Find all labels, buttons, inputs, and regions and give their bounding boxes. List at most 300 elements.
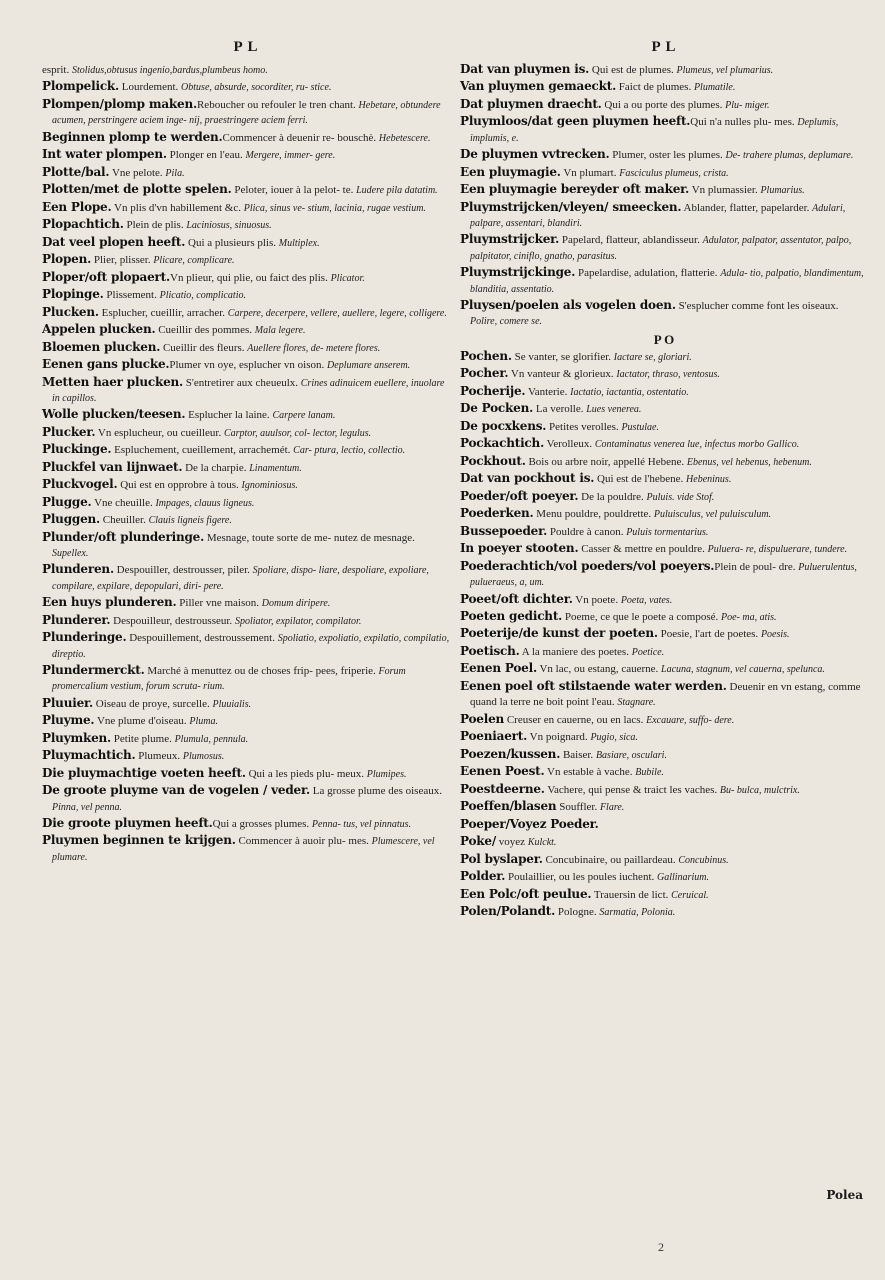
latin-gloss: Pustulae. (621, 421, 659, 433)
french-gloss: Vn vanteur & glorieux. (508, 368, 617, 381)
headword: Een pluymagie. (460, 164, 561, 179)
left-entries (42, 62, 450, 865)
latin-gloss: Contaminatus venerea lue, infectus morbo Gallico. (594, 439, 800, 451)
dictionary-entry (42, 630, 450, 662)
headword: Poeffen/blasen (460, 799, 557, 814)
latin-gloss: Deplumare anserem. (327, 360, 411, 372)
headword: Pol byslaper. (460, 851, 543, 866)
headword: Een pluymagie bereyder oft maker. (460, 182, 690, 197)
dictionary-entry (460, 904, 868, 920)
french-gloss: Souffler. (556, 801, 600, 814)
dictionary-entry (42, 287, 450, 303)
headword: Plucker. (42, 424, 96, 439)
headword: In poeyer stooten. (460, 541, 579, 556)
dictionary-entry (460, 436, 868, 452)
dictionary-entry (42, 182, 450, 198)
latin-gloss: Spoliatio, expoliatio, expilatio, compilatio, direptio. (52, 633, 450, 660)
latin-gloss: Poe- ma, atis. (721, 612, 777, 623)
headword: De Pocken. (460, 401, 534, 416)
latin-gloss: Penna- tus, vel pinnatus. (311, 819, 412, 830)
headword: Poederachtich/vol poeders/vol poeyers. (460, 558, 715, 573)
french-gloss: S'esplucher comme font les oiseaux. (675, 300, 839, 313)
dictionary-entry (460, 349, 868, 365)
dictionary-entry (460, 384, 868, 400)
latin-gloss: Domum diripere. (261, 598, 331, 610)
french-gloss: Vn esplucheur, ou cueilleur. (95, 426, 224, 439)
latin-gloss: Plicatio, complicatio. (159, 290, 246, 302)
french-gloss: Creuser en cauerne, ou en lacs. (504, 713, 647, 726)
dictionary-entry (460, 679, 868, 711)
headword: Pocherije. (460, 383, 526, 398)
french-gloss: Mesnage, toute sorte de me- nutez de mesnage. (204, 531, 415, 544)
dictionary-entry (460, 524, 868, 540)
dictionary-entry (460, 182, 868, 198)
latin-gloss: Gallinarium. (657, 872, 709, 884)
dictionary-entry (42, 816, 450, 832)
dictionary-entry (42, 595, 450, 611)
french-gloss: De la charpie. (182, 461, 250, 474)
latin-gloss: Stolidus,obtusus ingenio,bardus,plumbeus homo. (71, 65, 268, 76)
latin-gloss: Pugio, sica. (590, 732, 638, 744)
french-gloss: Vne pelote. (109, 166, 166, 179)
latin-gloss: Plicator. (330, 272, 365, 284)
latin-gloss: Excauare, suffo- dere. (646, 714, 735, 726)
headword: Pluckinge. (42, 442, 112, 457)
french-gloss: Vn plis d'vn habillement &c. (111, 201, 244, 214)
french-gloss: Despouiller, destrousser, piler. (113, 564, 253, 577)
headword: Pluyme. (42, 713, 95, 728)
dictionary-entry (42, 477, 450, 493)
dictionary-entry (460, 799, 868, 815)
latin-gloss: Puluis. vide Stof. (646, 491, 715, 503)
french-gloss: Qui n'a nulles plu- mes. (690, 116, 798, 129)
headword: Poeder/oft poeyer. (460, 488, 579, 503)
french-gloss: Plier, plisser. (91, 254, 154, 267)
headword: Poetisch. (460, 643, 520, 658)
dictionary-entry (42, 713, 450, 729)
dictionary-entry (42, 530, 450, 562)
page-number: 2 (658, 1240, 664, 1254)
headword: Plunderer. (42, 612, 111, 627)
headword: Die groote pluymen heeft. (42, 816, 213, 830)
dictionary-entry (42, 766, 450, 782)
headword: Poeper/Voyez Poeder. (460, 816, 599, 831)
latin-gloss: Plumatile. (693, 82, 736, 94)
latin-gloss: Plumosus. (182, 751, 225, 763)
french-gloss: Esplucher, cueillir, arracher. (98, 306, 228, 319)
latin-gloss: Puluis tormentarius. (626, 526, 709, 538)
dictionary-entry (42, 130, 450, 146)
latin-gloss: Plu- miger. (725, 99, 770, 111)
french-gloss: Despouilleur, destrousseur. (110, 614, 235, 627)
dictionary-entry (460, 764, 868, 780)
latin-gloss: Forum promercalium vestium, forum scruta- rium. (52, 666, 406, 693)
dictionary-entry (460, 869, 868, 885)
dictionary-entry (42, 731, 450, 747)
dictionary-entry (460, 782, 868, 798)
latin-gloss: Bu- bulca, mulctrix. (719, 784, 800, 796)
latin-gloss: Poetice. (631, 646, 665, 658)
dictionary-entry (42, 833, 450, 865)
headword: Pluysen/poelen als vogelen doen. (460, 298, 676, 313)
dictionary-entry (460, 559, 868, 591)
dictionary-entry (460, 729, 868, 745)
latin-gloss: Fasciculus plumeus, crista. (619, 167, 729, 179)
headword: Poederken. (460, 506, 534, 521)
catchword: Polea (826, 1188, 863, 1202)
latin-gloss: Pinna, vel penna. (52, 801, 122, 813)
latin-gloss: Pluuialis. (212, 698, 252, 710)
dictionary-entry (460, 114, 868, 146)
french-gloss: Qui a ou porte des plumes. (601, 98, 726, 111)
dictionary-entry (42, 252, 450, 268)
latin-gloss: Lues venerea. (586, 404, 642, 416)
french-gloss: Concubinaire, ou paillardeau. (542, 853, 679, 866)
french-gloss: Papelard, flatteur, ablandisseur. (559, 234, 703, 247)
latin-gloss: Plumula, pennula. (174, 733, 249, 745)
latin-gloss: Plicare, complicare. (153, 255, 235, 267)
latin-gloss: Plumeus, vel plumarius. (676, 65, 774, 76)
headword: Pluckvogel. (42, 477, 118, 492)
french-gloss: voyez (496, 836, 528, 849)
french-gloss: Plein de poul- dre. (714, 560, 799, 573)
headword: Appelen plucken. (42, 322, 156, 337)
french-gloss: Vanterie. (525, 385, 571, 398)
latin-gloss: Adula- tio, palpatio, blandimentum, blanditia, assentatio. (470, 268, 864, 295)
headword: Pockhout. (460, 453, 526, 468)
headword: Eenen gans plucke. (42, 357, 170, 372)
dictionary-entry (42, 407, 450, 423)
french-gloss: Deuenir en vn estang, comme quand la terre ne boit point l'eau. (470, 680, 861, 709)
headword: Eenen Poel. (460, 661, 537, 676)
headword: Pockachtich. (460, 436, 545, 451)
dictionary-entry (460, 834, 868, 850)
headword: Eenen Poest. (460, 764, 545, 779)
right-column (460, 40, 868, 922)
dictionary-entry (460, 366, 868, 382)
latin-gloss: Linamentum. (249, 462, 302, 474)
french-gloss: Plumeux. (135, 750, 183, 763)
french-gloss: Plissement. (103, 289, 160, 302)
dictionary-entry (42, 512, 450, 528)
dictionary-entry (42, 340, 450, 356)
headword: Plunder/oft plunderinge. (42, 529, 205, 544)
french-gloss: Reboucher ou refouler le tren chant. (196, 98, 359, 111)
latin-gloss: Ceruical. (671, 889, 709, 901)
headword: Pluymachtich. (42, 748, 136, 763)
headword: Bloemen plucken. (42, 339, 161, 354)
latin-gloss: Polire, comere se. (470, 316, 543, 328)
latin-gloss: Hebeninus. (686, 474, 732, 486)
dictionary-entry (460, 712, 868, 728)
headword: Beginnen plomp te werden. (42, 129, 223, 144)
french-gloss: Despouillement, destroussement. (126, 632, 278, 645)
headword: Van pluymen gemaeckt. (460, 79, 617, 94)
latin-gloss: Adulari, palpare, assentari, blandiri. (470, 202, 846, 229)
french-gloss: Poeme, ce que le poete a composé. (562, 611, 721, 623)
dictionary-entry (460, 541, 868, 557)
latin-gloss: Kulckt. (527, 837, 557, 849)
french-gloss: Cueillir des pommes. (155, 324, 255, 337)
headword: Poeten gedicht. (460, 609, 563, 623)
french-gloss: Verolleux. (544, 438, 595, 451)
latin-gloss: Laciniosus, sinuosus. (186, 220, 272, 232)
french-gloss: Piller vne maison. (176, 597, 262, 610)
headword: Poezen/kussen. (460, 746, 561, 761)
dictionary-entry (42, 79, 450, 95)
latin-gloss: Puluera- re, dispuluerare, tundere. (707, 544, 848, 556)
french-gloss: Espluchement, cueillement, arrachemét. (111, 444, 294, 457)
headword: Pluymloos/dat geen pluymen heeft. (460, 114, 691, 129)
headword: Poke/ (460, 834, 497, 849)
latin-gloss: Sarmatia, Polonia. (599, 907, 676, 919)
headword: De pluymen vvtrecken. (460, 147, 610, 162)
french-gloss: Baiser. (560, 748, 596, 761)
french-gloss: Vn plumart. (560, 166, 620, 179)
headword: Poeniaert. (460, 729, 528, 744)
latin-gloss: Iactator, thraso, ventosus. (616, 369, 720, 381)
dictionary-entry (460, 817, 868, 833)
headword: Pluymen beginnen te krijgen. (42, 833, 236, 848)
headword: Polen/Polandt. (460, 904, 556, 919)
dictionary-entry (460, 232, 868, 264)
headword: Plucken. (42, 304, 99, 319)
headword: Plompelick. (42, 79, 120, 94)
dictionary-entry (42, 270, 450, 286)
latin-gloss: Supellex. (52, 548, 89, 559)
dictionary-entry (42, 460, 450, 476)
headword: Pluymstrijcker. (460, 232, 560, 247)
latin-gloss: Pluma. (189, 716, 218, 728)
french-gloss: Poulaillier, ou les poules iuchent. (505, 871, 657, 884)
right-entries (460, 62, 868, 920)
headword: Plugge. (42, 494, 92, 509)
french-gloss: Pouldre à canon. (547, 525, 627, 538)
french-gloss: Qui a plusieurs plis. (185, 236, 279, 249)
french-gloss: Vn estable à vache. (544, 766, 636, 779)
dictionary-entry (460, 62, 868, 78)
french-gloss: Se vanter, se glorifier. (511, 350, 614, 363)
french-gloss: A la maniere des poetes. (519, 645, 632, 658)
headword: Poestdeerne. (460, 781, 545, 796)
dictionary-entry (460, 79, 868, 95)
latin-gloss: Carpere lanam. (272, 410, 336, 422)
latin-gloss: Mala legere. (254, 325, 306, 337)
headword: Pluuier. (42, 695, 94, 710)
headword: Plopen. (42, 252, 92, 267)
french-gloss: Trauersin de lict. (591, 888, 672, 901)
latin-gloss: Plumipes. (366, 768, 407, 780)
dictionary-entry (42, 442, 450, 458)
french-gloss: Lourdement. (119, 81, 182, 94)
dictionary-entry (460, 592, 868, 608)
headword: Plopinge. (42, 287, 104, 302)
dictionary-entry (42, 696, 450, 712)
dictionary-entry (42, 663, 450, 695)
latin-gloss: Ebenus, vel hebenus, hebenum. (686, 456, 812, 468)
headword: Eenen poel oft stilstaende water werden. (460, 678, 727, 693)
dictionary-entry (42, 495, 450, 511)
dictionary-entry (460, 265, 868, 297)
latin-gloss: Deplumis, implumis, e. (470, 117, 839, 144)
headword: Plotte/bal. (42, 164, 110, 179)
headword: Plunderen. (42, 562, 114, 577)
dictionary-entry (460, 661, 868, 677)
french-gloss: Qui est de plumes. (589, 64, 677, 76)
latin-gloss: Poesis. (760, 629, 790, 641)
dictionary-entry (42, 165, 450, 181)
dictionary-entry (460, 298, 868, 330)
latin-gloss: Puluisculus, vel puluisculum. (653, 509, 772, 521)
headword: Plundermerckt. (42, 663, 145, 678)
french-gloss: Vn poete. (572, 593, 621, 606)
headword: Plotten/met de plotte spelen. (42, 182, 232, 197)
dictionary-entry (460, 489, 868, 505)
french-gloss: Qui a les pieds plu- meux. (245, 767, 367, 780)
dictionary-entry (460, 887, 868, 903)
french-gloss: Qui est de l'hebene. (594, 473, 687, 486)
dictionary-entry (460, 471, 868, 487)
latin-gloss: Concubinus. (678, 854, 729, 866)
dictionary-entry (460, 852, 868, 868)
latin-gloss: Pila. (165, 167, 185, 179)
french-gloss: Plonger en l'eau. (166, 149, 246, 162)
headword: Een Plope. (42, 199, 112, 214)
french-gloss: Vn lac, ou estang, cauerne. (536, 663, 662, 676)
french-gloss: S'entretirer aux cheueulx. (183, 376, 301, 389)
headword: Wolle plucken/teesen. (42, 407, 186, 422)
latin-gloss: Hebetescere. (378, 132, 431, 144)
dictionary-entry (42, 62, 450, 78)
french-gloss: Oiseau de proye, surcelle. (93, 697, 213, 710)
latin-gloss: Plica, sinus ve- stium, lacinia, rugae vestium. (243, 202, 426, 214)
headword: Polder. (460, 869, 506, 884)
headword: De pocxkens. (460, 418, 547, 433)
french-gloss: Poesie, l'art de poetes. (657, 628, 761, 641)
french-gloss: esprit. (42, 64, 72, 76)
latin-gloss: Crines adinuicem euellere, inuolare in capillos. (52, 377, 445, 404)
french-gloss: Cueillir des fleurs. (160, 341, 248, 354)
headword: Pochen. (460, 348, 512, 363)
headword: Poelen (460, 711, 505, 726)
dictionary-entry (460, 97, 868, 113)
latin-gloss: Basiare, osculari. (595, 749, 667, 761)
latin-gloss: Spoliator, expilator, compilator. (234, 615, 362, 627)
dictionary-entry (460, 165, 868, 181)
french-gloss: Commencer à auoir plu- mes. (235, 835, 372, 848)
latin-gloss: Hebetare, obtundere acumen, perstringere aciem inge- nij, praestringere aciem ferri. (52, 99, 441, 127)
headword: Metten haer plucken. (42, 374, 184, 389)
latin-gloss: Multiplex. (278, 237, 320, 249)
french-gloss: Papelardise, adulation, flatterie. (575, 267, 721, 280)
latin-gloss: Car- ptura, lectio, collectio. (293, 445, 406, 457)
dictionary-entry (460, 644, 868, 660)
latin-gloss: Puluerulentus, pulueraeus, a, um. (470, 561, 857, 589)
dictionary-entry (42, 562, 450, 594)
french-gloss: Casser & mettre en pouldre. (578, 543, 708, 556)
latin-gloss: Bubile. (635, 767, 664, 779)
latin-gloss: Auellere flores, de- metere flores. (247, 342, 381, 354)
latin-gloss: Mergere, immer- gere. (245, 150, 336, 162)
latin-gloss: Plumarius. (760, 185, 805, 197)
french-gloss: Bois ou arbre noir, appellé Hebene. (525, 455, 687, 468)
french-gloss: Vn plieur, qui plie, ou faict des plis. (170, 271, 331, 284)
french-gloss: Commencer à deuenir re- bouschè. (222, 131, 379, 144)
latin-gloss: Spoliare, dispo- liare, despoliare, expoliare, compilare, expilare, depopulari, diri- pere. (52, 565, 429, 592)
dictionary-entry (460, 609, 868, 625)
headword: De groote pluyme van de vogelen / veder. (42, 783, 310, 798)
headword: Pluymstrijcken/vleyen/ smeecken. (460, 199, 682, 214)
headword: Een Polc/oft peulue. (460, 886, 592, 901)
french-gloss: Qui est en opprobre à tous. (117, 479, 242, 492)
dictionary-entry (42, 97, 450, 129)
headword: Dat van pluymen is. (460, 62, 590, 76)
dictionary-entry (460, 747, 868, 763)
french-gloss: Vn plumassier. (689, 184, 761, 197)
french-gloss: Vachere, qui pense & traict les vaches. (544, 783, 720, 796)
headword: Ploper/oft plopaert. (42, 269, 171, 284)
french-gloss: Ablander, flatter, papelarder. (681, 201, 813, 214)
french-gloss: Faict de plumes. (616, 81, 694, 94)
dictionary-entry (460, 506, 868, 522)
headword: Int water plompen. (42, 147, 167, 162)
headword: Pluggen. (42, 512, 101, 527)
dictionary-entry (42, 235, 450, 251)
latin-gloss: Carptor, auulsor, col- lector, legulus. (223, 427, 372, 439)
french-gloss: De la pouldre. (578, 490, 647, 503)
dictionary-entry (42, 322, 450, 338)
headword: Plunderinge. (42, 630, 127, 645)
dictionary-entry (42, 375, 450, 407)
latin-gloss: Iactatio, iactantia, ostentatio. (570, 386, 689, 398)
dictionary-entry (460, 626, 868, 642)
headword: Pocher. (460, 366, 509, 381)
french-gloss: Esplucher la laine. (185, 409, 273, 422)
dictionary-entry (460, 419, 868, 435)
latin-gloss: Plumescere, vel plumare. (52, 836, 435, 863)
latin-gloss: Iactare se, gloriari. (613, 351, 692, 363)
dictionary-entry (42, 217, 450, 233)
dictionary-entry (460, 454, 868, 470)
french-gloss: Petites verolles. (546, 420, 622, 433)
latin-gloss: Ludere pila datatim. (356, 185, 438, 197)
latin-gloss: Ignominiosus. (241, 480, 298, 492)
headword: Poeterije/de kunst der poeten. (460, 626, 658, 641)
dictionary-entry (42, 200, 450, 216)
french-gloss: Vn poignard. (527, 731, 591, 744)
dictionary-entry (42, 783, 450, 815)
dictionary-entry (42, 147, 450, 163)
latin-gloss: Adulator, palpator, assentator, palpo, palpitator, ciniflo, gnatho, parasitus. (470, 235, 852, 262)
headword: Die pluymachtige voeten heeft. (42, 765, 246, 780)
headword: Dat pluymen draecht. (460, 96, 602, 111)
latin-gloss: Lacuna, stagnum, vel cauerna, spelunca. (661, 664, 825, 676)
dictionary-entry (460, 200, 868, 232)
french-gloss: Vne cheuille. (91, 496, 156, 509)
dictionary-entry (460, 401, 868, 417)
french-gloss: Plumer, oster les plumes. (609, 149, 726, 162)
dictionary-entry (42, 305, 450, 321)
dictionary-entry (42, 357, 450, 373)
latin-gloss: Impages, clauus ligneus. (155, 497, 255, 509)
headword: Dat veel plopen heeft. (42, 234, 186, 249)
french-gloss: Plumer vn oye, esplucher vn oison. (169, 359, 328, 372)
headword: Plompen/plomp maken. (42, 96, 197, 111)
french-gloss: Peloter, iouer à la pelot- te. (231, 184, 357, 197)
dictionary-entry (42, 425, 450, 441)
french-gloss: Petite plume. (111, 732, 175, 745)
headword: Pluckfel van lijnwaet. (42, 459, 183, 474)
